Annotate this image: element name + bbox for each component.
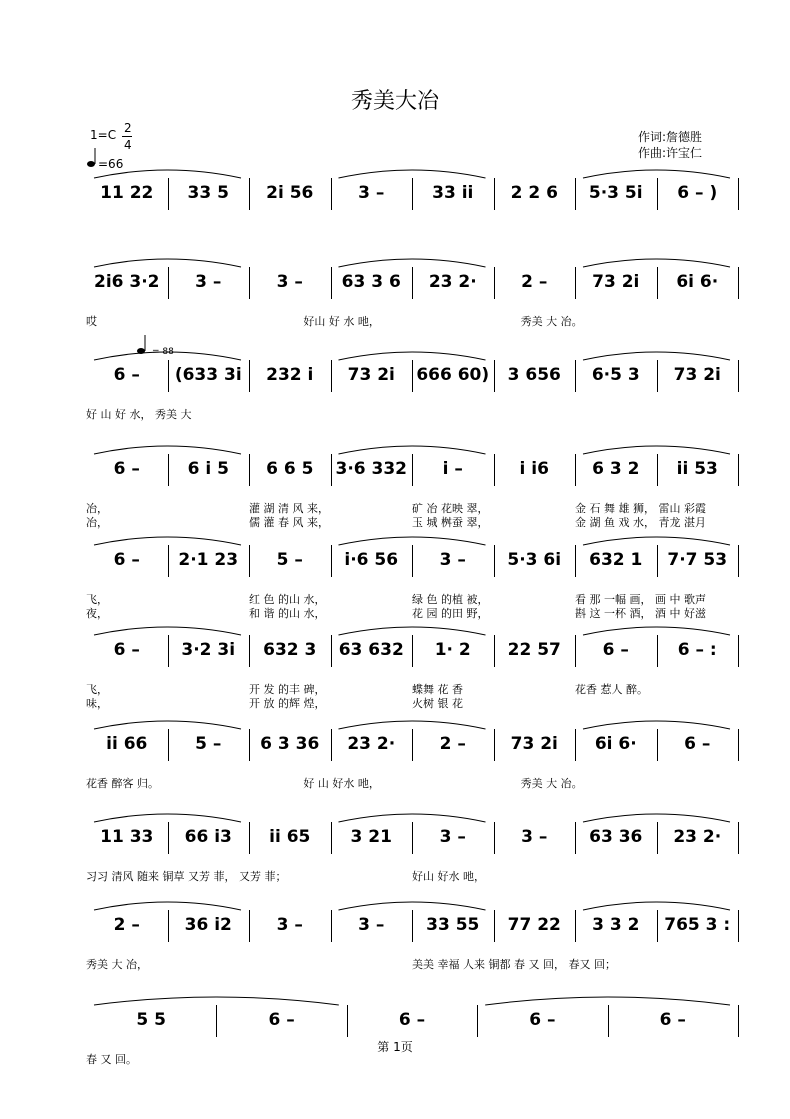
staff-line bbox=[0, 1003, 790, 1119]
lyric-text: 好 山 好 水， 秀美 大 bbox=[86, 408, 192, 421]
measure: 6 – : bbox=[677, 640, 717, 660]
lyric-text: 花香 惹人 醉。 bbox=[575, 683, 648, 696]
measure: 6 6 5 bbox=[266, 459, 314, 479]
measure: 6·5 3 bbox=[591, 365, 640, 385]
lyric-text: 秀美 大 冶， bbox=[86, 958, 148, 971]
measure: 2 2 6 bbox=[510, 183, 558, 203]
slur bbox=[94, 259, 241, 267]
slur bbox=[94, 902, 241, 910]
slur-arcs bbox=[0, 438, 790, 458]
measure: 5·3 6i bbox=[507, 550, 562, 570]
measure: 73 2i bbox=[592, 272, 640, 292]
measure: 6 – bbox=[268, 1010, 295, 1030]
measure: 2·1 23 bbox=[178, 550, 239, 570]
lyric-text: 开 发 的丰 碑， bbox=[249, 683, 326, 696]
measure: 2i 56 bbox=[266, 183, 314, 203]
measure: 2 – bbox=[113, 915, 140, 935]
measure: 6 – bbox=[659, 1010, 686, 1030]
measure: 63 3 6 bbox=[341, 272, 401, 292]
slur-arcs bbox=[0, 162, 790, 182]
measure: 6 3 36 bbox=[260, 734, 320, 754]
measure: 232 i bbox=[266, 365, 314, 385]
song-title: 秀美大冶 bbox=[350, 89, 439, 114]
measure: 6i 6· bbox=[594, 734, 637, 754]
lyric-text: 花香 醉客 归。 bbox=[86, 777, 159, 790]
measure: 33 5 bbox=[187, 183, 229, 203]
slur-arcs bbox=[0, 344, 790, 364]
composer: 作曲:许宝仁 bbox=[638, 146, 703, 160]
slur bbox=[94, 537, 241, 545]
lyric-text: 斟 这 一杯 酒， 酒 中 好滋 bbox=[575, 607, 706, 620]
lyric-text: 蝶舞 花 香 bbox=[412, 683, 463, 696]
measure: i i6 bbox=[519, 459, 549, 479]
slur bbox=[583, 352, 730, 360]
measure: 6 – bbox=[398, 1010, 426, 1030]
lyric-text: 花 园 的田 野， bbox=[412, 607, 489, 620]
slur bbox=[583, 259, 730, 267]
measure: 5 5 bbox=[136, 1010, 166, 1030]
slur bbox=[339, 537, 486, 545]
lyric-text: 红 色 的山 水， bbox=[249, 593, 326, 606]
measure: 33 ii bbox=[432, 183, 474, 203]
measure: 2i6 3·2 bbox=[93, 272, 160, 292]
measure: 6 i 5 bbox=[187, 459, 229, 479]
measure: 6 – bbox=[602, 640, 629, 660]
measure: 3 – bbox=[276, 915, 303, 935]
barline bbox=[738, 454, 739, 486]
lyric-text: 金 湖 鱼 戏 水， 青龙 湛月 bbox=[575, 516, 706, 529]
measure: 5·3 5i bbox=[588, 183, 643, 203]
slur bbox=[94, 814, 241, 822]
measure: 6 – bbox=[529, 1010, 556, 1030]
lyric-text: 味， bbox=[86, 697, 108, 710]
measure: 73 2i bbox=[347, 365, 395, 385]
lyric-text: 美美 幸福 人来 铜都 春 又 回， 春又 回； bbox=[412, 958, 616, 971]
slur-arcs bbox=[0, 619, 790, 639]
lyric-text: 和 谐 的山 水， bbox=[249, 607, 326, 620]
barline bbox=[738, 910, 739, 942]
barline bbox=[738, 545, 739, 577]
slur bbox=[583, 446, 730, 454]
time-signature-bottom: 4 bbox=[124, 138, 132, 152]
measure: 2 – bbox=[439, 734, 466, 754]
measure: 3 – bbox=[358, 183, 385, 203]
slur-arcs bbox=[0, 713, 790, 733]
lyric-text: 金 石 舞 雄 狮， 雷山 彩霞 bbox=[575, 502, 706, 515]
lyric-text: 矿 冶 花映 翠， bbox=[412, 502, 489, 515]
lyric-text: 好山 好 水 吔， bbox=[303, 315, 380, 328]
lyric-text: 哎 bbox=[86, 315, 97, 328]
measure: 3 3 2 bbox=[592, 915, 640, 935]
slur bbox=[94, 170, 241, 178]
time-signature-top: 2 bbox=[124, 121, 132, 135]
measure: ii 53 bbox=[676, 459, 718, 479]
lyric-text: 春 又 回。 bbox=[86, 1053, 137, 1066]
lyric-text: 秀美 大 冶。 bbox=[520, 315, 583, 328]
measure: 6 3 2 bbox=[592, 459, 640, 479]
slur bbox=[339, 352, 486, 360]
lyric-text: 玉 城 桝蚕 翠， bbox=[412, 516, 489, 529]
slur-arcs bbox=[0, 989, 790, 1009]
measure: 7·7 53 bbox=[667, 550, 728, 570]
measure: 36 i2 bbox=[184, 915, 232, 935]
barline bbox=[738, 178, 739, 210]
slur bbox=[339, 170, 486, 178]
measure: 3·6 332 bbox=[335, 459, 408, 479]
measure: 632 3 bbox=[263, 640, 317, 660]
barline bbox=[738, 360, 739, 392]
slur bbox=[583, 814, 730, 822]
lyric-text: 火树 银 花 bbox=[412, 697, 463, 710]
slur bbox=[485, 997, 730, 1005]
slur bbox=[339, 627, 486, 635]
measure: 11 33 bbox=[100, 827, 154, 847]
slur bbox=[339, 446, 486, 454]
measure: 6 – bbox=[684, 734, 711, 754]
measure: 11 22 bbox=[100, 183, 154, 203]
measure: 22 57 bbox=[507, 640, 561, 660]
slur bbox=[583, 902, 730, 910]
lyric-text: 灌 湖 清 风 来， bbox=[249, 502, 329, 515]
barline bbox=[738, 729, 739, 761]
slur bbox=[583, 537, 730, 545]
measure: 6 – bbox=[113, 640, 140, 660]
measure: 3 – bbox=[439, 827, 466, 847]
measure: ii 66 bbox=[106, 734, 148, 754]
measure: 77 22 bbox=[507, 915, 561, 935]
measure: 2 – bbox=[521, 272, 548, 292]
measure: 632 1 bbox=[589, 550, 643, 570]
measure: 3 656 bbox=[507, 365, 561, 385]
slur bbox=[583, 721, 730, 729]
measure: 3 – bbox=[358, 915, 385, 935]
lyric-text: 夜， bbox=[86, 607, 108, 620]
measure: 3 21 bbox=[350, 827, 392, 847]
lyric-text: 儒 灌 春 风 来， bbox=[249, 516, 329, 529]
slur-arcs bbox=[0, 251, 790, 271]
lyric-text: 好山 好水 吔， bbox=[412, 870, 485, 883]
measure: 6i 6· bbox=[676, 272, 719, 292]
slur bbox=[94, 721, 241, 729]
measure: 73 2i bbox=[673, 365, 721, 385]
slur bbox=[94, 627, 241, 635]
slur bbox=[94, 997, 339, 1005]
measure: 73 2i bbox=[510, 734, 558, 754]
measure: 3 – bbox=[439, 550, 466, 570]
lyric-text: 冶， bbox=[86, 516, 108, 529]
measure: 3·2 3i bbox=[181, 640, 236, 660]
slur bbox=[339, 721, 486, 729]
measure: 1· 2 bbox=[434, 640, 471, 660]
measure: i – bbox=[442, 459, 463, 479]
measure: 6 – ) bbox=[677, 183, 718, 203]
page-number: 第 1页 bbox=[377, 1040, 413, 1054]
measure: 6 – bbox=[113, 550, 140, 570]
slur-arcs bbox=[0, 894, 790, 914]
measure: 6 – bbox=[113, 459, 140, 479]
measure: 23 2· bbox=[673, 827, 722, 847]
slur bbox=[339, 814, 486, 822]
lyric-text: 绿 色 的植 被， bbox=[412, 593, 489, 606]
lyric-text: 习习 清风 随来 铜草 又芳 菲， 又芳 菲； bbox=[86, 870, 287, 883]
lyric-text: 开 放 的辉 煌， bbox=[249, 697, 326, 710]
lyric-text: 秀美 大 冶。 bbox=[520, 777, 583, 790]
measure: 66 i3 bbox=[184, 827, 232, 847]
lyric-text: 冶， bbox=[86, 502, 108, 515]
measure: 765 3 : bbox=[664, 915, 731, 935]
lyricist: 作词:詹德胜 bbox=[638, 130, 703, 144]
measure: i·6 56 bbox=[344, 550, 399, 570]
lyric-text: 飞， bbox=[86, 593, 108, 606]
slur-arcs bbox=[0, 529, 790, 549]
measure: 3 – bbox=[195, 272, 222, 292]
measure: ii 65 bbox=[269, 827, 311, 847]
measure: 23 2· bbox=[347, 734, 396, 754]
slur bbox=[339, 902, 486, 910]
measure: 33 55 bbox=[426, 915, 480, 935]
measure: (633 3i bbox=[174, 365, 242, 385]
slur-arcs bbox=[0, 806, 790, 826]
measure: 6 – bbox=[113, 365, 140, 385]
barline bbox=[738, 635, 739, 667]
slur bbox=[583, 627, 730, 635]
measure: 63 36 bbox=[589, 827, 643, 847]
tempo-interlude: = 88 bbox=[152, 347, 174, 357]
measure: 23 2· bbox=[428, 272, 477, 292]
key-signature: 1=C bbox=[90, 128, 117, 142]
measure: 5 – bbox=[276, 550, 303, 570]
barline bbox=[738, 822, 739, 854]
tempo-initial: =66 bbox=[98, 157, 124, 171]
lyric-text: 飞， bbox=[86, 683, 108, 696]
slur bbox=[583, 170, 730, 178]
barline bbox=[738, 1005, 739, 1037]
lyric-text: 好 山 好水 吔， bbox=[303, 777, 380, 790]
time-signature-divider bbox=[122, 136, 132, 137]
slur bbox=[94, 352, 241, 360]
measure: 63 632 bbox=[338, 640, 404, 660]
barline bbox=[738, 267, 739, 299]
slur bbox=[339, 259, 486, 267]
measure: 3 – bbox=[521, 827, 548, 847]
lyric-text: 看 那 一幅 画， 画 中 歌声 bbox=[575, 593, 706, 606]
measure: 666 60) bbox=[416, 365, 490, 385]
measure: 3 – bbox=[276, 272, 303, 292]
slur bbox=[94, 446, 241, 454]
measure: 5 – bbox=[195, 734, 222, 754]
